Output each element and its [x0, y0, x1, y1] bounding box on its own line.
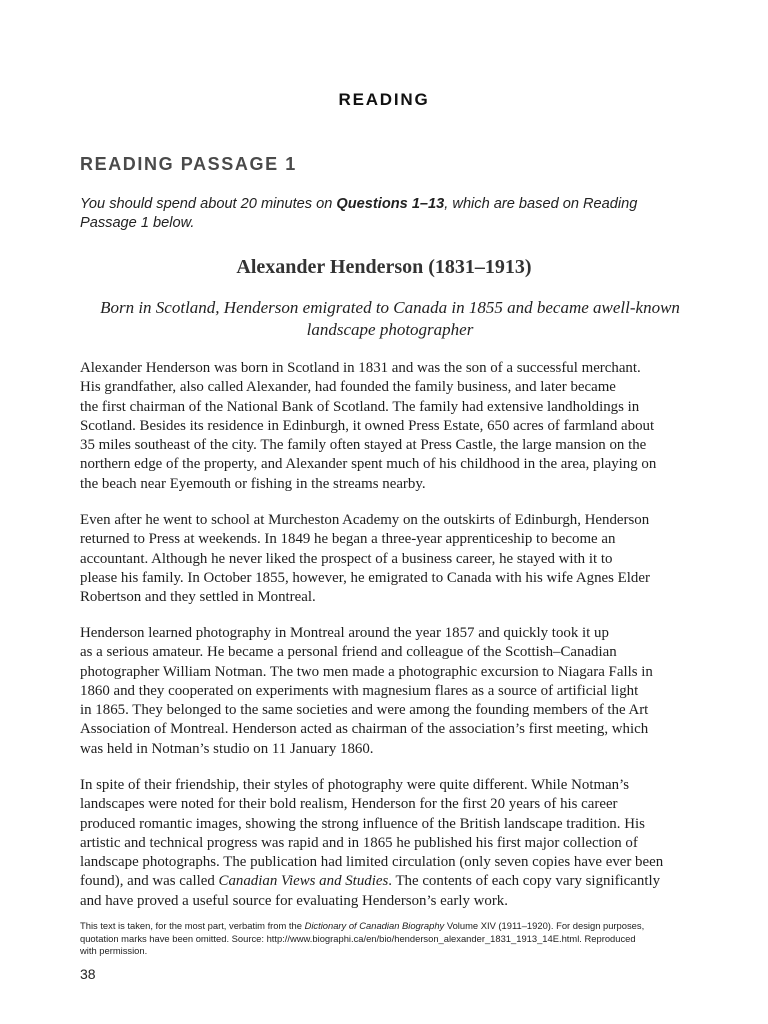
text-line: artistic and technical progress was rapid and in 1865 he published his first major collection of	[80, 834, 638, 851]
source-footnote	[80, 920, 700, 958]
text-line: please his family. In October 1855, however, he emigrated to Canada with his wife Agnes Elder	[80, 569, 650, 586]
text-line: 35 miles southeast of the city. The family often stayed at Press Castle, the large mansion on the	[80, 437, 647, 454]
footnote-text: Volume XIV (1911–1920). For design purposes,	[444, 920, 645, 931]
text-line: Scotland. Besides its residence in Edinburgh, it owned Press Estate, 650 acres of farmland about	[80, 417, 655, 434]
text-line: photographer William Notman. The two men made a photographic excursion to Niagara Falls in	[80, 663, 653, 680]
paragraph-3	[80, 624, 700, 759]
text-line: accountant. Although he never liked the prospect of a business career, he stayed with it to	[80, 550, 613, 567]
article-subtitle	[100, 297, 680, 341]
text-fragment: found), and was called	[80, 873, 219, 890]
text-line: Alexander Henderson was born in Scotland in 1831 and was the son of a successful merchant.	[80, 360, 641, 376]
text-line: In spite of their friendship, their styles of photography were quite different. While Notman’s	[80, 777, 630, 793]
instructions	[80, 195, 700, 233]
text-line: Henderson learned photography in Montreal around the year 1857 and quickly took it up	[80, 625, 609, 641]
footnote-text: This text is taken, for the most part, verbatim from the	[80, 920, 305, 931]
passage-heading: READING PASSAGE 1	[80, 154, 297, 174]
text-line: as a serious amateur. He became a personal friend and colleague of the Scottish–Canadian	[80, 644, 617, 661]
text-line: the beach near Eyemouth or fishing in the streams nearby.	[80, 475, 426, 492]
text-line: the first chairman of the National Bank of Scotland. The family had extensive landholdings in	[80, 398, 640, 415]
text-line: northern edge of the property, and Alexander spent much of his childhood in the area, playing on	[80, 456, 657, 473]
text-fragment: . The contents of each copy vary significantly	[388, 873, 661, 890]
paragraph-2	[80, 511, 700, 607]
questions-range: Questions 1–13	[336, 196, 445, 212]
footnote-permission: with permission.	[80, 945, 148, 956]
instructions-line-2: Passage 1 below.	[80, 215, 195, 231]
text-line: landscapes were noted for their bold realism, Henderson for the first 20 years of his career	[80, 796, 618, 813]
text-line: Even after he went to school at Murcheston Academy on the outskirts of Edinburgh, Henderson	[80, 512, 650, 528]
instructions-text-end: , which are based on Reading	[444, 196, 638, 212]
paragraph-4	[80, 776, 700, 911]
paragraph-1	[80, 359, 700, 494]
page-number: 38	[80, 966, 96, 982]
subtitle-line: well-known landscape photographer	[306, 298, 680, 339]
publication-title: Canadian Views and Studies	[218, 873, 389, 890]
text-line: His grandfather, also called Alexander, had founded the family business, and later became	[80, 379, 616, 396]
subtitle-line: Born in Scotland, Henderson emigrated to Canada in 1855 and became a	[100, 298, 602, 317]
text-line: Association of Montreal. Henderson acted as chairman of the association’s first meeting, which	[80, 721, 649, 738]
section-heading: READING	[338, 90, 430, 109]
text-line: returned to Press at weekends. In 1849 he began a three-year apprenticeship to become an	[80, 531, 616, 548]
text-line: and have proved a useful source for evaluating Henderson’s early work.	[80, 892, 508, 909]
text-line	[80, 872, 700, 891]
text-line: in 1865. They belonged to the same societies and were among the founding members of the Art	[80, 702, 649, 719]
text-line: produced romantic images, showing the strong influence of the British landscape tradition. His	[80, 815, 645, 832]
footnote-source-line: quotation marks have been omitted. Source: http://www.biographi.ca/en/bio/henderson_alexander_1831_1913_14E.html. Reproduced	[80, 932, 636, 944]
article-title: Alexander Henderson (1831–1913)	[236, 256, 532, 278]
text-line: was held in Notman’s studio on 11 January 1860.	[80, 740, 374, 757]
text-line: Robertson and they settled in Montreal.	[80, 589, 316, 606]
text-line: landscape photographs. The publication had limited circulation (only seven copies have ever been	[80, 854, 664, 871]
text-line: 1860 and they cooperated on experiments with magnesium flares as a source of artificial light	[80, 682, 639, 699]
instructions-text: You should spend about 20 minutes on	[80, 196, 337, 212]
dictionary-title: Dictionary of Canadian Biography	[304, 920, 445, 931]
